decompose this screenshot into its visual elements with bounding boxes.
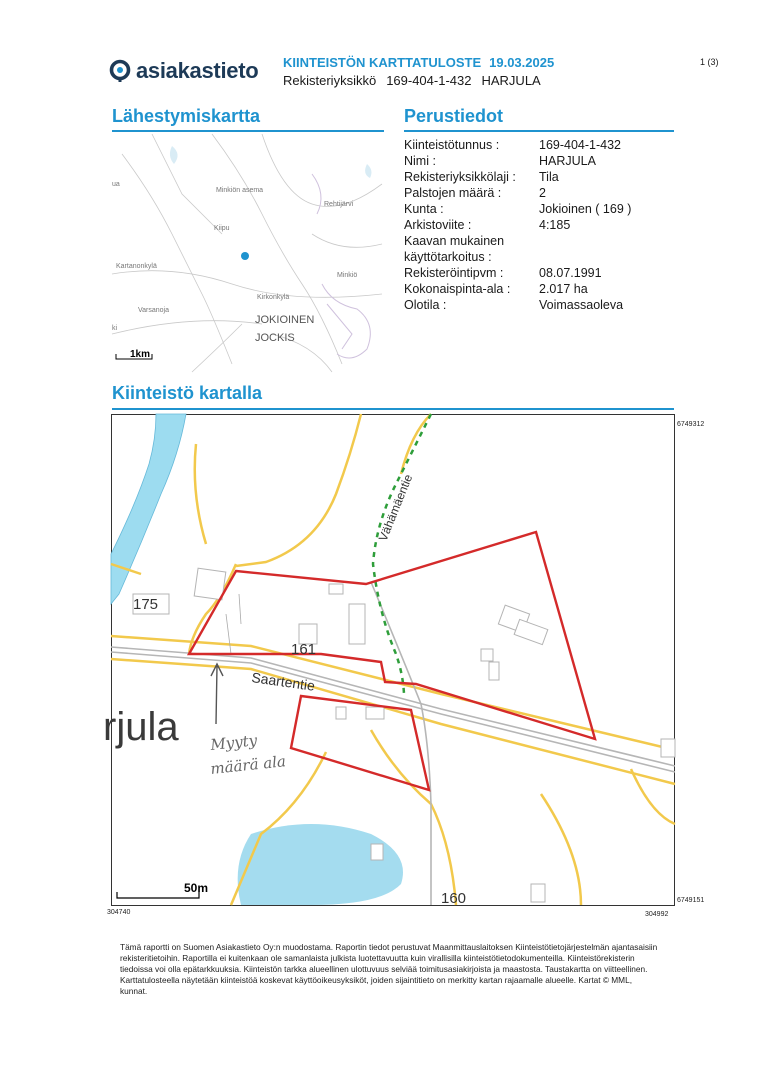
road-label-saartentie: Saartentie	[250, 669, 317, 694]
label-kartanonkyla: Kartanonkylä	[116, 263, 157, 270]
info-value: 169-404-1-432	[539, 138, 622, 152]
label-rehtijarvi: Rehtijärvi	[324, 201, 354, 208]
label-jockis: JOCKIS	[255, 332, 295, 344]
parcel-label-175: 175	[133, 596, 159, 613]
label-kiipu: Kiipu	[214, 225, 230, 232]
info-label: Palstojen määrä :	[404, 186, 502, 200]
info-value: Jokioinen ( 169 )	[539, 202, 632, 216]
property-map-title: Kiinteistö kartalla	[112, 383, 263, 403]
info-label: Kunta :	[404, 202, 444, 216]
overview-scale-label: 1km	[130, 349, 151, 360]
coord-bottom-mid: 304992	[645, 911, 669, 918]
coord-bottom-left: 304740	[107, 909, 131, 916]
info-value: 2	[539, 186, 546, 200]
label-jokioinen: JOKIOINEN	[255, 314, 315, 326]
info-label: Arkistoviite :	[404, 218, 472, 232]
info-label: Nimi :	[404, 154, 436, 168]
info-label: Kaavan mukainen	[404, 234, 505, 248]
info-value: Voimassaoleva	[539, 298, 624, 312]
parcel-label-161: 161	[291, 641, 317, 658]
brand-logo	[108, 58, 258, 84]
registry-id: 169-404-1-432	[386, 73, 472, 88]
overview-scale-bar	[116, 349, 152, 360]
info-value: Tila	[539, 170, 559, 184]
basic-info-title: Perustiedot	[404, 106, 504, 126]
property-location-marker	[241, 252, 249, 260]
registry-line	[283, 73, 541, 88]
label-minkion-asema: Minkiön asema	[216, 187, 264, 194]
report-title-text: KIINTEISTÖN KARTTATULOSTE	[283, 55, 482, 70]
info-value: 2.017 ha	[539, 282, 588, 296]
label-ua: ua	[112, 181, 120, 188]
info-label: käyttötarkoitus :	[404, 250, 492, 264]
label-minkio: Minkiö	[337, 272, 358, 279]
info-label: Rekisteröintipvm :	[404, 266, 504, 280]
handwritten-note-1: Myyty	[209, 731, 258, 754]
label-ki: ki	[112, 325, 118, 332]
info-value: HARJULA	[539, 154, 596, 168]
brand-name: asiakastieto	[136, 58, 259, 83]
info-label: Kokonaispinta-ala :	[404, 282, 511, 296]
location-pin-icon	[108, 59, 132, 83]
overview-map-title: Lähestymiskartta	[112, 106, 261, 126]
info-value: 08.07.1991	[539, 266, 602, 280]
coord-top-right: 6749312	[677, 421, 705, 428]
registry-label: Rekisteriyksikkö	[283, 73, 377, 88]
label-kirkonkyla: Kirkonkylä	[257, 294, 290, 301]
basic-info-rule	[404, 130, 674, 132]
registry-name: HARJULA	[481, 73, 541, 88]
page-number: 1 (3)	[700, 57, 719, 67]
property-scale-label: 50m	[184, 881, 209, 895]
overview-map	[112, 134, 386, 372]
info-label: Kiinteistötunnus :	[404, 138, 500, 152]
place-label: rjula	[103, 705, 179, 749]
label-varsanoja: Varsanoja	[138, 307, 170, 314]
info-label: Olotila :	[404, 298, 447, 312]
report-date: 19.03.2025	[489, 55, 555, 70]
disclaimer-text: Tämä raportti on Suomen Asiakastieto Oy:n muodostama. Raportin tiedot perustuvat Maanmittauslaitoksen Kiinteistötietojärjestelmän ajantasaisiin rekisteritietoihin. Raportilla ei kuitenkaan ole samanlaista julkista luotettavuutta kuin virallisilla kiinteistötietodokumenteilla. Kiinteistörekisterin tiedoissa voi olla epätarkkuuksia. Kiinteistön tarkka alueellinen ulottuvuus selviää toimitusasiakirjoista ja maastosta. Taustakartta on viitteellinen. Karttatulosteella näytetään kiinteistöä koskevat käyttöoikeusyksiköt, joiden sijaintitieto on merkitty kartan rajaamalle alueelle. Kartat © MML, kunnat.	[120, 942, 658, 996]
road-label-vahamaentie: Vähämäentie	[375, 472, 416, 544]
report-title	[283, 55, 554, 70]
parcel-label-160: 160	[441, 890, 467, 907]
overview-map-rule	[112, 130, 384, 132]
info-value: 4:185	[539, 218, 571, 232]
coord-bottom-right: 6749151	[677, 897, 705, 904]
info-label: Rekisteriyksikkölaji :	[404, 170, 516, 184]
property-map-rule	[112, 408, 674, 410]
handwritten-note-2: määrä ala	[209, 752, 287, 778]
property-map	[103, 414, 675, 907]
